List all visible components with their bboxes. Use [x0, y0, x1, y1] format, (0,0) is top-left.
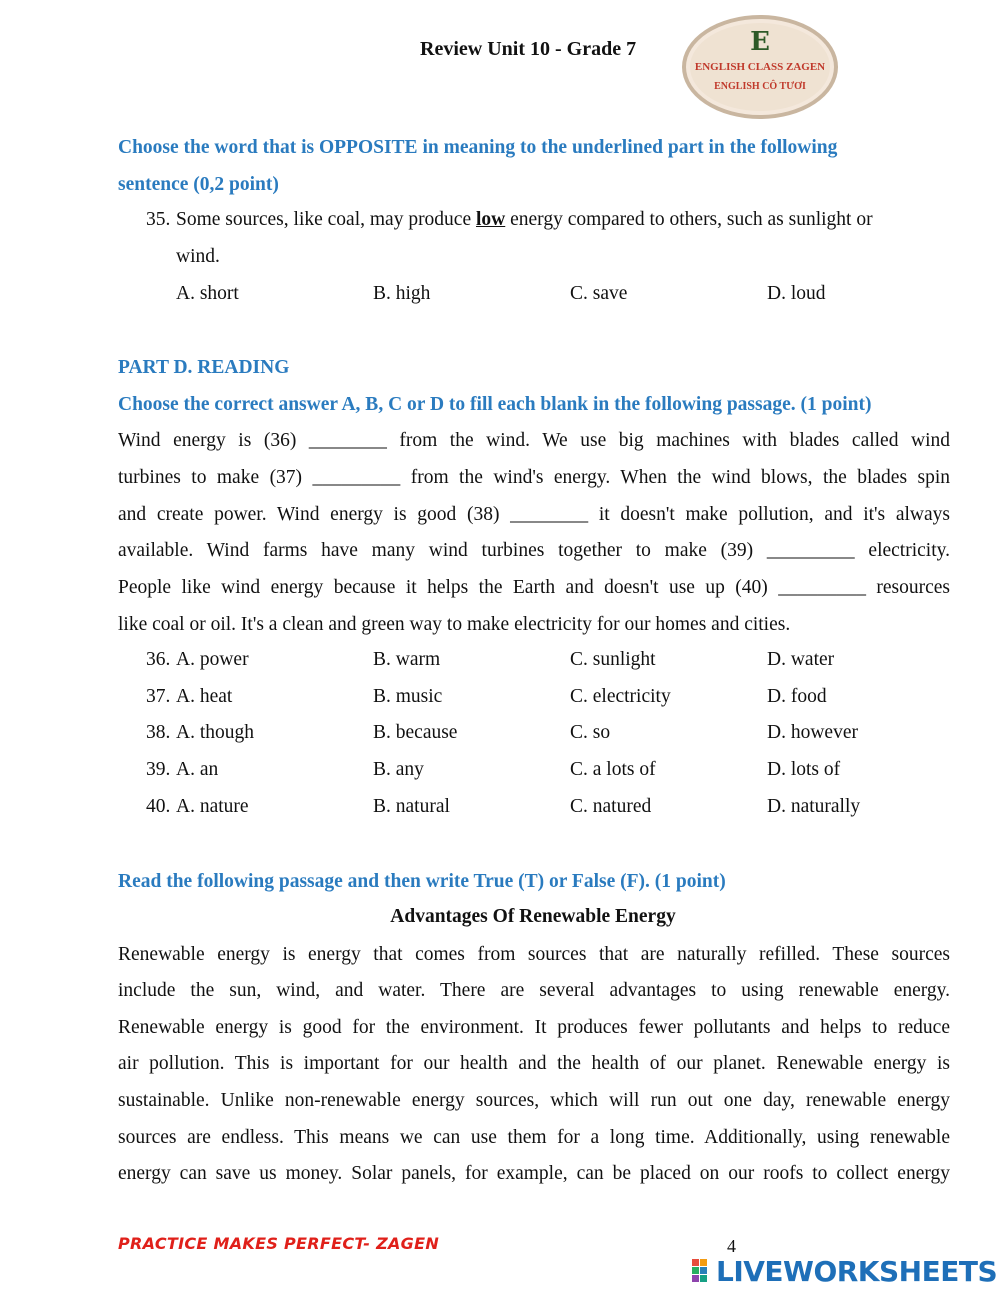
part-d-heading: PART D. READING — [118, 357, 290, 378]
opposite-instruction-line1: Choose the word that is OPPOSITE in meaning to the underlined part in the following — [118, 137, 838, 158]
passage-line: like coal or oil. It's a clean and green way to make electricity for our homes and cities. — [118, 614, 791, 635]
q36-option-a[interactable]: A. power — [176, 649, 249, 670]
q40-option-d[interactable]: D. naturally — [767, 796, 861, 817]
tf-passage-line: Renewable energy is energy that comes from sources that are naturally refilled. These sources — [118, 944, 950, 965]
liveworksheets-brand[interactable] — [690, 1254, 997, 1288]
q38-option-c[interactable]: C. so — [570, 722, 611, 743]
question-35-text — [176, 209, 950, 231]
logo-line2: ENGLISH CÔ TƯƠI — [714, 81, 806, 92]
tf-passage-line: energy can save us money. Solar panels, for example, can be placed on our roofs to collect energy — [118, 1163, 950, 1184]
tf-passage-line: include the sun, wind, and water. There are several advantages to using renewable energy. — [118, 980, 950, 1001]
passage-line: available. Wind farms have many wind turbines together to make (39) _________ electricity. — [118, 540, 950, 561]
q38-option-d[interactable]: D. however — [767, 722, 858, 743]
page-title: Review Unit 10 - Grade 7 — [420, 38, 637, 60]
passage-line: People like wind energy because it helps the Earth and doesn't use up (40) _________ resources — [118, 577, 950, 598]
q39-option-d[interactable]: D. lots of — [767, 759, 841, 780]
tf-passage-line: sustainable. Unlike non-renewable energy sources, which will run out one day, renewable energy — [118, 1090, 950, 1111]
liveworksheets-logo-icon — [690, 1256, 716, 1286]
question-35-before: Some sources, like coal, may produce — [176, 209, 476, 230]
question-37-number: 37. — [146, 686, 171, 707]
tf-passage-line: Renewable energy is good for the environment. It produces fewer pollutants and helps to reduce — [118, 1017, 950, 1038]
footer-slogan: PRACTICE MAKES PERFECT- ZAGEN — [118, 1234, 440, 1253]
q36-option-c[interactable]: C. sunlight — [570, 649, 656, 670]
question-35-number: 35. — [146, 209, 171, 230]
passage-line: Wind energy is (36) ________ from the wind. We use big machines with blades called wind — [118, 430, 950, 451]
q35-option-a[interactable]: A. short — [176, 283, 239, 304]
q36-option-b[interactable]: B. warm — [373, 649, 441, 670]
true-false-instruction: Read the following passage and then write True (T) or False (F). (1 point) — [118, 871, 726, 892]
q38-option-a[interactable]: A. though — [176, 722, 254, 743]
question-36-number: 36. — [146, 649, 171, 670]
q40-option-a[interactable]: A. nature — [176, 796, 249, 817]
q38-option-b[interactable]: B. because — [373, 722, 458, 743]
q35-option-c[interactable]: C. save — [570, 283, 628, 304]
q39-option-c[interactable]: C. a lots of — [570, 759, 656, 780]
q35-option-b[interactable]: B. high — [373, 283, 431, 304]
q37-option-a[interactable]: A. heat — [176, 686, 233, 707]
q37-option-c[interactable]: C. electricity — [570, 686, 671, 707]
logo-line1: ENGLISH CLASS ZAGEN — [694, 61, 826, 73]
page-number: 4 — [727, 1236, 736, 1256]
question-38-number: 38. — [146, 722, 171, 743]
question-35-underlined: low — [476, 209, 506, 230]
q40-option-b[interactable]: B. natural — [373, 796, 450, 817]
passage-line: turbines to make (37) _________ from the wind's energy. When the wind blows, the blades spin — [118, 467, 950, 488]
question-35-after: energy compared to others, such as sunlight or — [505, 209, 873, 230]
logo — [680, 10, 840, 120]
question-35-line2: wind. — [176, 246, 220, 267]
tf-passage-line: sources are endless. This means we can use them for a long time. Additionally, using renewable — [118, 1127, 950, 1148]
q37-option-b[interactable]: B. music — [373, 686, 443, 707]
q39-option-b[interactable]: B. any — [373, 759, 424, 780]
q37-option-d[interactable]: D. food — [767, 686, 827, 707]
passage-title: Advantages Of Renewable Energy — [390, 906, 676, 927]
passage-line: and create power. Wind energy is good (38) ________ it doesn't make pollution, and it's always — [118, 504, 950, 525]
q35-option-d[interactable]: D. loud — [767, 283, 826, 304]
logo-letter: E — [750, 27, 770, 57]
q40-option-c[interactable]: C. natured — [570, 796, 652, 817]
question-39-number: 39. — [146, 759, 171, 780]
tf-passage-line: air pollution. This is important for our health and the health of our planet. Renewable energy is — [118, 1053, 950, 1074]
part-d-instruction: Choose the correct answer A, B, C or D to fill each blank in the following passage. (1 point) — [118, 394, 872, 415]
q39-option-a[interactable]: A. an — [176, 759, 219, 780]
opposite-instruction-line2: sentence (0,2 point) — [118, 174, 279, 195]
question-40-number: 40. — [146, 796, 171, 817]
liveworksheets-text: LIVEWORKSHEETS — [716, 1254, 998, 1288]
q36-option-d[interactable]: D. water — [767, 649, 835, 670]
